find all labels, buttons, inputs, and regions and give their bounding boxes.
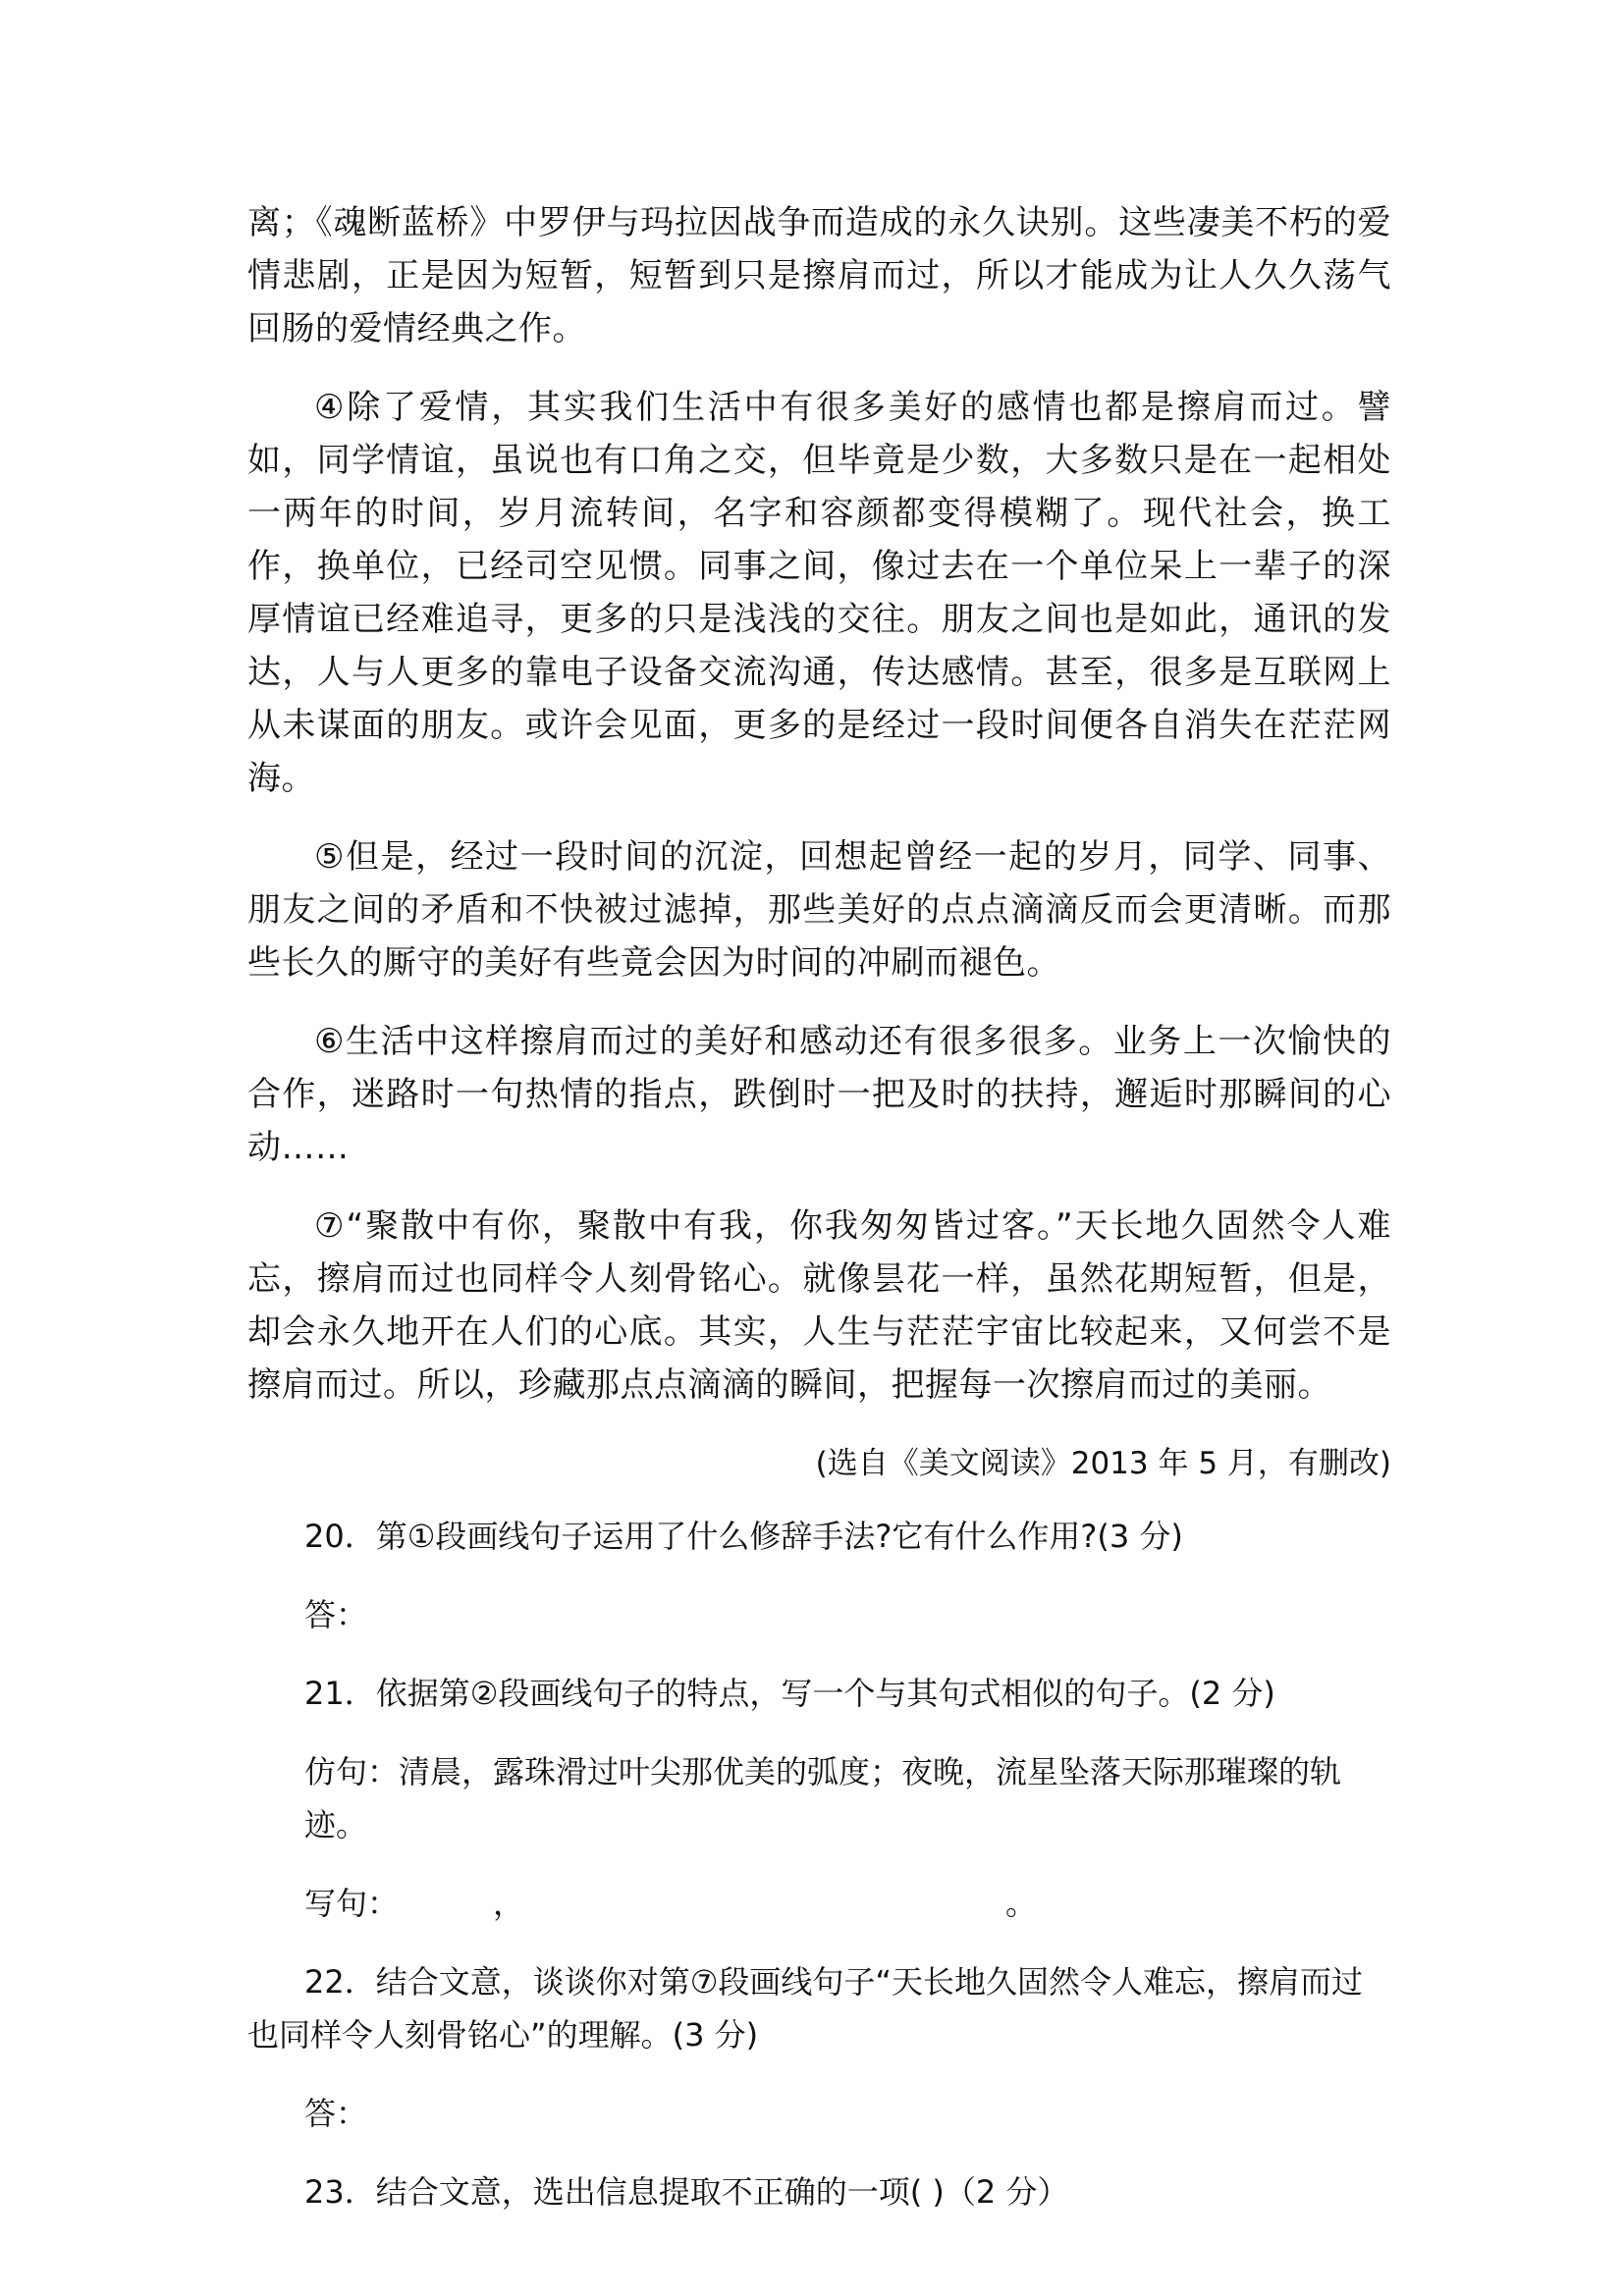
paragraph-4: ④除了爱情，其实我们生活中有很多美好的感情也都是擦肩而过。譬如，同学情谊，虽说也有口角之交，但毕竟是少数，大多数只是在一起相处一两年的时间，岁月流转间，名字和容颜都变得模糊了。现代社会，换工作，换单位，已经司空见惯。同事之间，像过去在一个单位呆上一辈子的深厚情谊已经难追寻，更多的只是浅浅的交往。朋友之间也是如此，通讯的发达，人与人更多的靠电子设备交流沟通，传达感情。甚至，很多是互联网上从未谋面的朋友。或许会见面，更多的是经过一段时间便各自消失在茫茫网海。 bbox=[247, 388, 1391, 798]
question-22: 22．结合文意，谈谈你对第⑦段画线句子“天长地久固然令人难忘，擦肩而过也同样令人刻骨铭心”的理解。(3 分) bbox=[247, 1963, 1363, 2054]
paragraph-6: ⑥生活中这样擦肩而过的美好和感动还有很多很多。业务上一次愉快的合作，迷路时一句热情的指点，跌倒时一把及时的扶持，邂逅时那瞬间的心动…… bbox=[247, 1022, 1391, 1167]
write-label: 写句： bbox=[304, 1885, 400, 1922]
source-citation: (选自《美文阅读》2013 年 5 月，有删改) bbox=[815, 1446, 1391, 1481]
question-21: 21．依据第②段画线句子的特点，写一个与其句式相似的句子。(2 分) bbox=[304, 1675, 1275, 1712]
paragraph-3-continued: 离；《魂断蓝桥》中罗伊与玛拉因战争而造成的永久诀别。这些凄美不朽的爱情悲剧，正是因为短暂，短暂到只是擦肩而过，所以才能成为让人久久荡气回肠的爱情经典之作。 bbox=[247, 203, 1391, 348]
write-separator: ， bbox=[493, 1885, 525, 1922]
write-end: 。 bbox=[1005, 1885, 1038, 1922]
paragraph-5: ⑤但是，经过一段时间的沉淀，回想起曾经一起的岁月，同学、同事、朋友之间的矛盾和不快被过滤掉，那些美好的点点滴滴反而会更清晰。而那些长久的厮守的美好有些竟会因为时间的冲刷而褪色。 bbox=[247, 837, 1391, 983]
paragraph-7: ⑦“聚散中有你，聚散中有我，你我匆匆皆过客。”天长地久固然令人难忘，擦肩而过也同样令人刻骨铭心。就像昙花一样，虽然花期短暂，但是，却会永久地开在人们的心底。其实，人生与茫茫宇宙比较起来，又何尝不是擦肩而过。所以，珍藏那点点滴滴的瞬间，把握每一次擦肩而过的美丽。 bbox=[247, 1206, 1391, 1405]
question-20-answer-label: 答： bbox=[304, 1596, 368, 1633]
question-21-write-line bbox=[304, 1877, 1391, 1930]
document-page bbox=[247, 196, 1391, 2244]
question-20: 20．第①段画线句子运用了什么修辞手法?它有什么作用?(3 分) bbox=[304, 1518, 1183, 1555]
question-21-example: 仿句：清晨，露珠滑过叶尖那优美的弧度；夜晚，流星坠落天际那璀璨的轨迹。 bbox=[304, 1753, 1342, 1843]
question-23: 23．结合文意，选出信息提取不正确的一项( )（2 分） bbox=[304, 2173, 1069, 2211]
question-22-answer-label: 答： bbox=[304, 2095, 368, 2132]
